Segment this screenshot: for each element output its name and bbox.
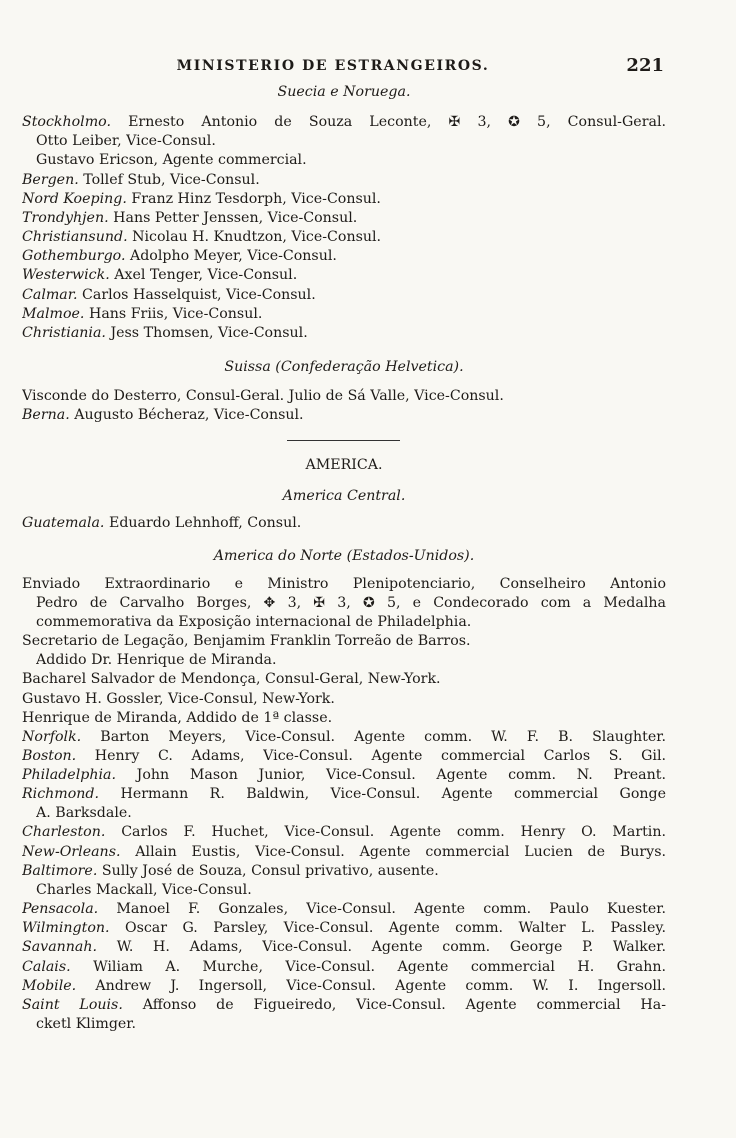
place-name: Malmoe. xyxy=(22,306,85,322)
place-name: Philadelphia. xyxy=(22,767,116,783)
entry-line xyxy=(22,728,666,747)
entry-text: Nicolau H. Knudtzon, Vice-Consul. xyxy=(127,229,382,245)
place-name: Wilmington. xyxy=(22,920,110,936)
place-name: Charleston. xyxy=(22,824,106,840)
entry-text: Eduardo Lehnhoff, Consul. xyxy=(104,515,302,531)
entry-text: Adolpho Meyer, Vice-Consul. xyxy=(125,248,337,264)
entry-line: Secretario de Legação, Benjamim Franklin Torreão de Barros. xyxy=(22,633,471,649)
entry-line xyxy=(22,324,666,343)
entry-line xyxy=(22,919,666,938)
section-america: AMERICA. xyxy=(305,457,383,473)
section-suecia: Suecia e Noruega. xyxy=(277,84,411,100)
entry-text: Henry C. Adams, Vice-Consul. Agente commercial Carlos S. Gil. xyxy=(76,748,666,764)
place-name: Christiansund. xyxy=(22,229,128,245)
entry-text: Augusto Bécheraz, Vice-Consul. xyxy=(69,407,304,423)
entry-line xyxy=(22,996,666,1015)
place-name: Nord Koeping. xyxy=(22,191,127,207)
place-name: Berna. xyxy=(22,407,70,423)
place-name: Mobile. xyxy=(22,978,77,994)
place-name: Bergen. xyxy=(22,172,79,188)
place-name: Guatemala. xyxy=(22,515,105,531)
place-name: Baltimore. xyxy=(22,863,98,879)
entry-line xyxy=(22,514,666,533)
place-name: New-Orleans. xyxy=(22,844,121,860)
section-america-central: America Central. xyxy=(282,488,406,504)
entry-text: Franz Hinz Tesdorph, Vice-Consul. xyxy=(126,191,381,207)
place-name: Trondyhjen. xyxy=(22,210,109,226)
entry-line: Enviado Extraordinario e Ministro Plenipotenciario, Conselheiro Antonio xyxy=(22,576,666,592)
entry-line xyxy=(22,113,666,132)
place-name: Christiania. xyxy=(22,325,106,341)
section-suissa: Suissa (Confederação Helvetica). xyxy=(224,359,464,375)
entry-line xyxy=(22,171,666,190)
page-number: 221 xyxy=(626,55,664,76)
entry-text: Tollef Stub, Vice-Consul. xyxy=(78,172,260,188)
entry-text: Hermann R. Baldwin, Vice-Consul. Agente commercial Gonge xyxy=(99,786,666,802)
entry-line: Henrique de Miranda, Addido de 1ª classe. xyxy=(22,710,333,726)
entry-text: Jess Thomsen, Vice-Consul. xyxy=(105,325,308,341)
entry-line: commemorativa da Exposição internacional de Philadelphia. xyxy=(36,614,472,630)
entry-line: Charles Mackall, Vice-Consul. xyxy=(36,882,252,898)
entry-text: Wiliam A. Murche, Vice-Consul. Agente commercial H. Grahn. xyxy=(70,959,666,975)
entry-line xyxy=(22,938,666,957)
entry-line: cketl Klimger. xyxy=(36,1016,137,1032)
place-name: Pensacola. xyxy=(22,901,99,917)
entry-line: Gustavo Ericson, Agente commercial. xyxy=(36,152,307,168)
place-name: Boston. xyxy=(22,748,77,764)
entry-line xyxy=(22,228,666,247)
place-name: Gothemburgo. xyxy=(22,248,126,264)
entry-line xyxy=(22,209,666,228)
entry-text: Oscar G. Parsley, Vice-Consul. Agente comm. Walter L. Passley. xyxy=(109,920,666,936)
entry-text: Allain Eustis, Vice-Consul. Agente commercial Lucien de Burys. xyxy=(120,844,666,860)
entry-line xyxy=(22,977,666,996)
place-name: Westerwick. xyxy=(22,267,110,283)
entry-line xyxy=(22,958,666,977)
section-divider xyxy=(287,440,400,441)
entry-text: Axel Tenger, Vice-Consul. xyxy=(109,267,298,283)
entry-line xyxy=(22,785,666,804)
entry-line xyxy=(22,747,666,766)
entry-line xyxy=(22,766,666,785)
entry-line: Gustavo H. Gossler, Vice-Consul, New-York. xyxy=(22,691,335,707)
entry-text: Manoel F. Gonzales, Vice-Consul. Agente comm. Paulo Kuester. xyxy=(98,901,666,917)
entry-text: Ernesto Antonio de Souza Leconte, ✠ 3, ✪ 5, Consul-Geral. xyxy=(110,114,666,130)
place-name: Saint Louis. xyxy=(22,997,123,1013)
entry-line: A. Barksdale. xyxy=(36,805,132,821)
entry-line xyxy=(22,843,666,862)
entry-text: Hans Friis, Vice-Consul. xyxy=(84,306,263,322)
place-name: Calais. xyxy=(22,959,71,975)
place-name: Savannah. xyxy=(22,939,98,955)
entry-line xyxy=(22,190,666,209)
entry-line xyxy=(22,247,666,266)
entry-line xyxy=(22,286,666,305)
entry-text: Barton Meyers, Vice-Consul. Agente comm. W. F. B. Slaughter. xyxy=(81,729,666,745)
entry-text: John Mason Junior, Vice-Consul. Agente comm. N. Preant. xyxy=(115,767,666,783)
entry-text: W. H. Adams, Vice-Consul. Agente comm. George P. Walker. xyxy=(97,939,666,955)
place-name: Norfolk. xyxy=(22,729,82,745)
entry-line xyxy=(22,305,666,324)
entry-line: Pedro de Carvalho Borges, ✥ 3, ✠ 3, ✪ 5, e Condecorado com a Medalha xyxy=(36,595,666,611)
entry-line xyxy=(22,862,666,881)
section-america-norte: America do Norte (Estados-Unidos). xyxy=(213,548,475,564)
entry-text: Carlos Hasselquist, Vice-Consul. xyxy=(77,287,316,303)
place-name: Stockholmo. xyxy=(22,114,111,130)
entry-line: Otto Leiber, Vice-Consul. xyxy=(36,133,216,149)
entry-text: Carlos F. Huchet, Vice-Consul. Agente comm. Henry O. Martin. xyxy=(105,824,666,840)
place-name: Calmar. xyxy=(22,287,78,303)
entry-line: Addido Dr. Henrique de Miranda. xyxy=(36,652,277,668)
place-name: Richmond. xyxy=(22,786,100,802)
entry-line xyxy=(22,406,666,425)
entry-line xyxy=(22,266,666,285)
entry-line xyxy=(22,823,666,842)
entry-text: Sully José de Souza, Consul privativo, ausente. xyxy=(97,863,439,879)
entry-line: Visconde do Desterro, Consul-Geral. Julio de Sá Valle, Vice-Consul. xyxy=(22,388,504,404)
page-header: MINISTERIO DE ESTRANGEIROS. xyxy=(176,58,490,74)
entry-text: Hans Petter Jenssen, Vice-Consul. xyxy=(108,210,358,226)
entry-line: Bacharel Salvador de Mendonça, Consul-Geral, New-York. xyxy=(22,671,441,687)
entry-text: Andrew J. Ingersoll, Vice-Consul. Agente comm. W. I. Ingersoll. xyxy=(76,978,666,994)
entry-line xyxy=(22,900,666,919)
entry-text: Affonso de Figueiredo, Vice-Consul. Agente commercial Ha- xyxy=(122,997,666,1013)
